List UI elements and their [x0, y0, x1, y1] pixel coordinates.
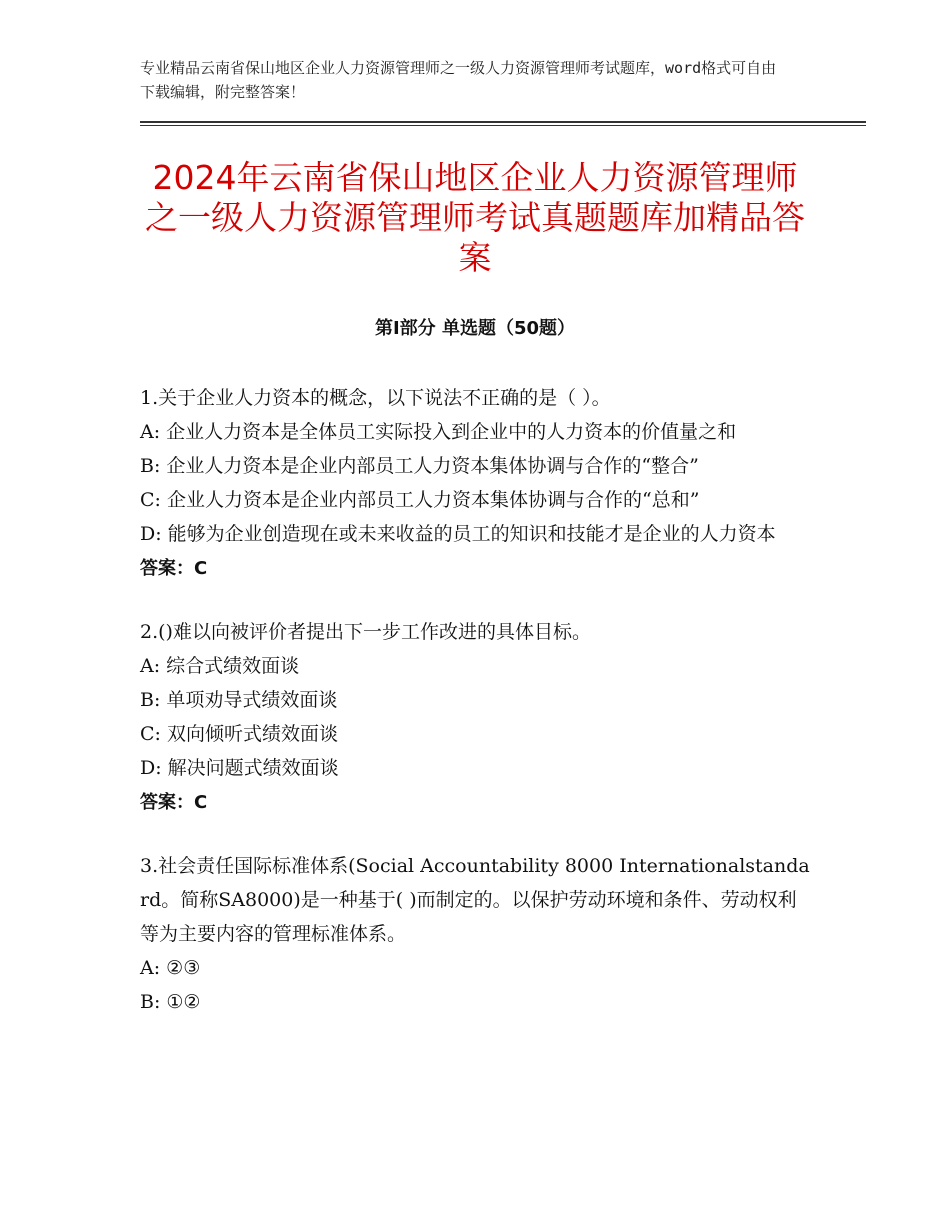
question-stem: 1.关于企业人力资本的概念，以下说法不正确的是（ ）。: [140, 387, 611, 409]
question-3: [140, 849, 810, 1019]
option-c: C: 双向倾听式绩效面谈: [140, 723, 338, 745]
option-a: A: 企业人力资本是全体员工实际投入到企业中的人力资本的价值量之和: [140, 421, 737, 443]
header-divider: [140, 121, 866, 126]
option-a: A: ②③: [140, 957, 201, 979]
answer-label: 答案：C: [140, 792, 208, 813]
question-list: [140, 381, 810, 1047]
document-title: 2024年云南省保山地区企业人力资源管理师之一级人力资源管理师考试真题题库加精品答案: [145, 158, 805, 277]
answer-label: 答案：C: [140, 558, 208, 579]
option-c: C: 企业人力资本是企业内部员工人力资本集体协调与合作的“总和”: [140, 489, 700, 511]
option-d: D: 能够为企业创造现在或未来收益的员工的知识和技能才是企业的人力资本: [140, 523, 776, 545]
question-2: [140, 615, 810, 821]
question-stem: 3.社会责任国际标准体系(Social Accountability 8000 Internationalstandard。简称SA8000)是一种基于( )而制定的。以保护劳动环境和条件、劳动权利等为主要内容的管理标准体系。: [140, 855, 810, 945]
option-d: D: 解决问题式绩效面谈: [140, 757, 339, 779]
header-divider-thick: [140, 121, 866, 123]
option-b: B: 企业人力资本是企业内部员工人力资本集体协调与合作的“整合”: [140, 455, 699, 477]
option-b: B: 单项劝导式绩效面谈: [140, 689, 338, 711]
option-b: B: ①②: [140, 991, 201, 1013]
header-note: 专业精品云南省保山地区企业人力资源管理师之一级人力资源管理师考试题库，word格式可自由下载编辑，附完整答案！: [140, 59, 777, 101]
question-1: [140, 381, 810, 587]
section-title: 第Ⅰ部分 单选题（50题）: [374, 318, 575, 339]
question-stem: 2.()难以向被评价者提出下一步工作改进的具体目标。: [140, 621, 591, 643]
header-divider-thin: [140, 125, 866, 126]
option-a: A: 综合式绩效面谈: [140, 655, 300, 677]
